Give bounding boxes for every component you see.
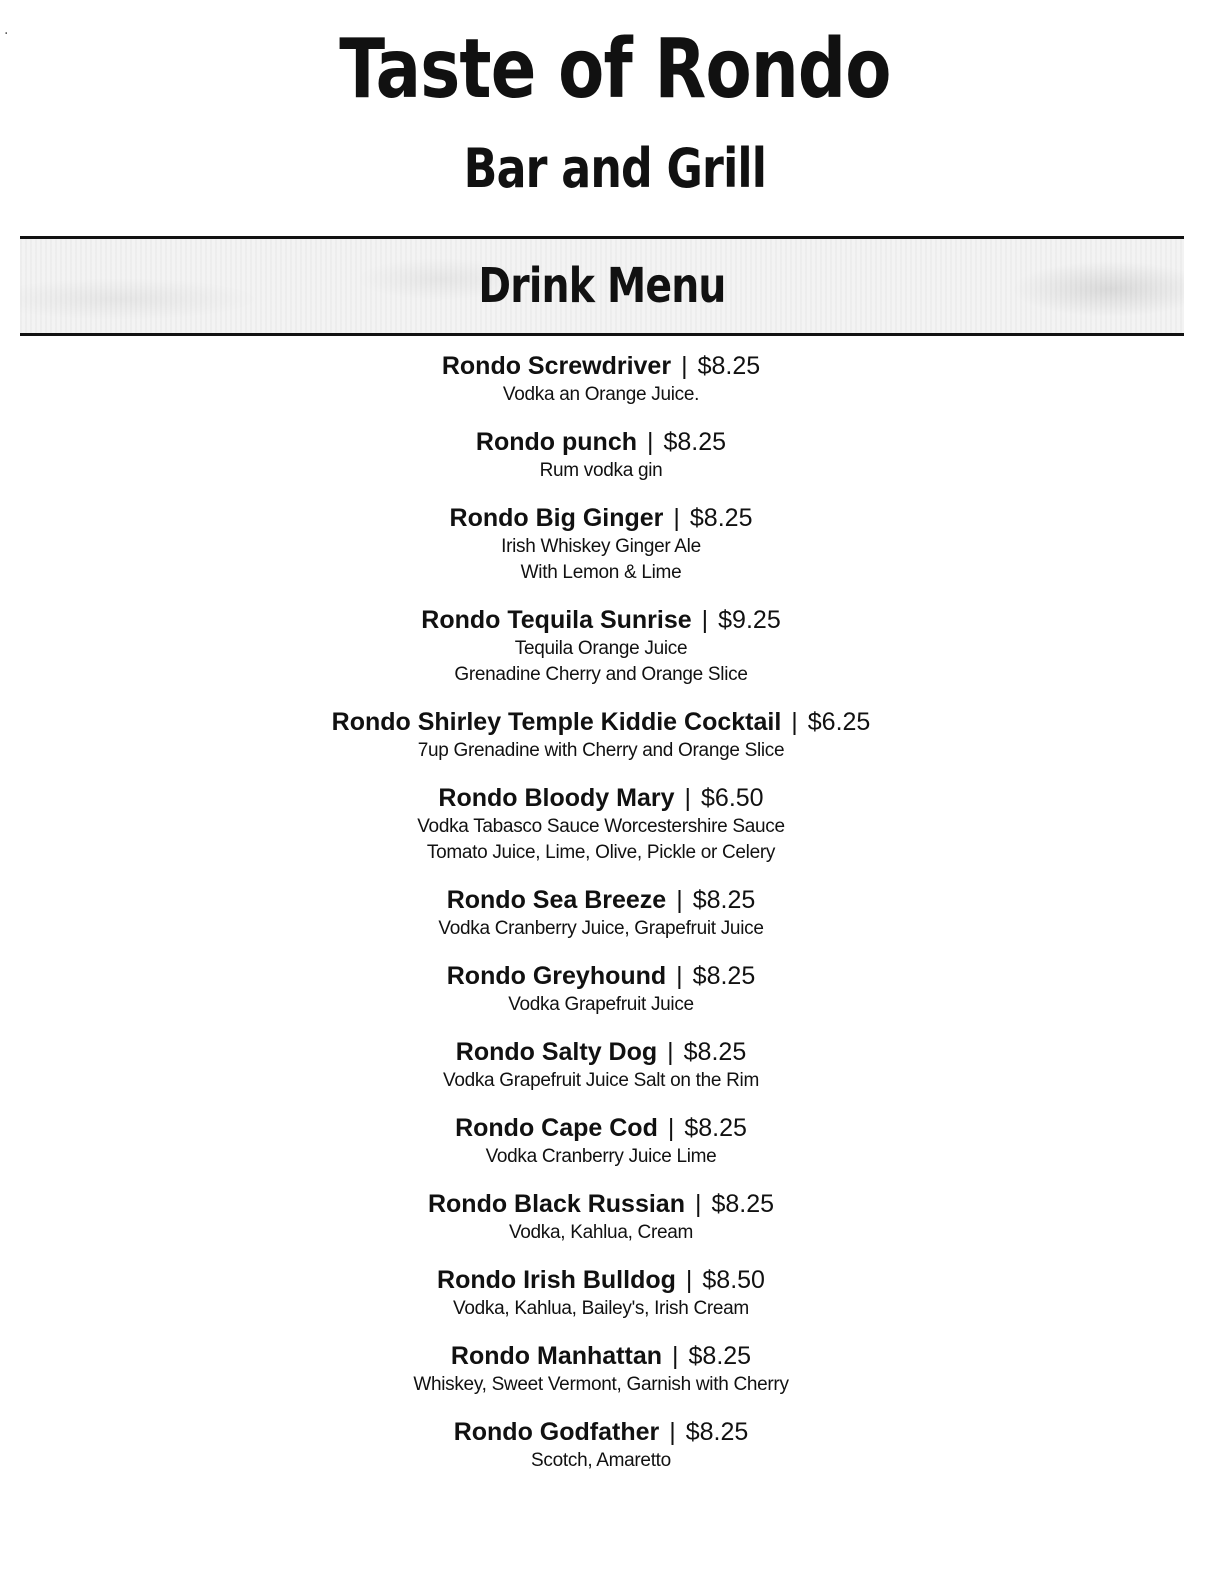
drink-price: $8.25 (697, 352, 761, 380)
drink-name: Rondo Bloody Mary (438, 784, 675, 812)
drink-heading (0, 782, 1202, 814)
price-separator: | (681, 352, 688, 380)
drink-description: Vodka, Kahlua, Cream (508, 1222, 694, 1243)
drink-name: Rondo Tequila Sunrise (421, 606, 692, 634)
drink-heading (0, 884, 1202, 916)
price-separator: | (684, 784, 692, 812)
drink-description: Irish Whiskey Ginger Ale (501, 536, 701, 557)
price-separator: | (667, 1038, 674, 1066)
drink-item (0, 960, 1202, 1018)
price-separator: | (673, 504, 680, 532)
drink-name: Rondo Greyhound (446, 962, 667, 990)
drink-list (0, 350, 1202, 1492)
drink-name: Rondo Black Russian (427, 1190, 685, 1218)
drink-item (0, 706, 1202, 764)
drink-heading (0, 350, 1202, 382)
drink-price: $8.25 (692, 886, 756, 914)
drink-heading (0, 1264, 1202, 1296)
drink-description: Tomato Juice, Lime, Olive, Pickle or Celery (426, 842, 776, 863)
drink-heading (0, 604, 1202, 636)
drink-name: Rondo Shirley Temple Kiddie Cocktail (331, 708, 782, 736)
price-separator: | (685, 1266, 693, 1294)
drink-price: $8.25 (711, 1190, 775, 1218)
drink-price: $8.25 (684, 1114, 747, 1142)
drink-price: $6.50 (701, 784, 764, 812)
drink-price: $8.25 (663, 428, 727, 456)
drink-item (0, 1112, 1202, 1170)
drink-description: Vodka Grapefruit Juice (508, 994, 694, 1015)
price-separator: | (667, 1114, 675, 1142)
price-separator: | (694, 1190, 702, 1218)
drink-price: $6.25 (807, 708, 871, 736)
drink-heading (0, 706, 1202, 738)
drink-price: $8.25 (692, 962, 756, 990)
drink-description: Vodka Tabasco Sauce Worcestershire Sauce (417, 816, 785, 837)
drink-description: Vodka Cranberry Juice, Grapefruit Juice (438, 918, 764, 939)
section-title: Drink Menu (478, 258, 726, 314)
drink-menu-banner (20, 236, 1184, 336)
drink-price: $8.25 (688, 1342, 752, 1370)
drink-price: $9.25 (718, 606, 781, 634)
drink-description: Tequila Orange Juice (514, 638, 688, 659)
drink-item (0, 884, 1202, 942)
drink-item (0, 1340, 1202, 1398)
drink-description: Scotch, Amaretto (531, 1450, 671, 1471)
drink-description: With Lemon & Lime (520, 562, 682, 583)
price-separator: | (647, 428, 654, 456)
restaurant-title: Taste of Rondo (339, 22, 891, 117)
drink-heading (0, 1416, 1202, 1448)
drink-heading (0, 960, 1202, 992)
drink-item (0, 1416, 1202, 1474)
drink-description: Vodka Cranberry Juice Lime (485, 1146, 717, 1167)
drink-item (0, 426, 1202, 484)
drink-name: Rondo Big Ginger (449, 504, 664, 532)
drink-item (0, 604, 1202, 688)
drink-heading (0, 1112, 1202, 1144)
drink-description: Rum vodka gin (539, 460, 663, 481)
price-separator: | (676, 962, 683, 990)
drink-description: Vodka an Orange Juice. (502, 384, 700, 405)
drink-description: Vodka Grapefruit Juice Salt on the Rim (443, 1070, 759, 1091)
restaurant-subtitle: Bar and Grill (463, 137, 767, 200)
drink-heading (0, 502, 1202, 534)
drink-item (0, 502, 1202, 586)
drink-description: Vodka, Kahlua, Bailey's, Irish Cream (453, 1298, 749, 1319)
drink-item (0, 350, 1202, 408)
drink-heading (0, 1036, 1202, 1068)
drink-name: Rondo Cape Cod (455, 1114, 658, 1142)
price-separator: | (676, 886, 683, 914)
drink-heading (0, 1340, 1202, 1372)
drink-item (0, 782, 1202, 866)
drink-heading (0, 1188, 1202, 1220)
scan-speck: · (4, 26, 9, 42)
price-separator: | (791, 708, 798, 736)
drink-name: Rondo Irish Bulldog (437, 1266, 676, 1294)
drink-item (0, 1264, 1202, 1322)
drink-description: 7up Grenadine with Cherry and Orange Slice (417, 740, 785, 761)
drink-name: Rondo Manhattan (450, 1342, 663, 1370)
drink-heading (0, 426, 1202, 458)
drink-price: $8.25 (685, 1418, 749, 1446)
drink-price: $8.50 (702, 1266, 765, 1294)
drink-name: Rondo Salty Dog (455, 1038, 658, 1066)
drink-name: Rondo Sea Breeze (446, 886, 667, 914)
drink-name: Rondo punch (475, 428, 637, 456)
drink-item (0, 1188, 1202, 1246)
drink-description: Whiskey, Sweet Vermont, Garnish with Cherry (413, 1374, 789, 1395)
drink-item (0, 1036, 1202, 1094)
price-separator: | (672, 1342, 679, 1370)
price-separator: | (669, 1418, 676, 1446)
drink-price: $8.25 (689, 504, 753, 532)
drink-price: $8.25 (683, 1038, 747, 1066)
price-separator: | (701, 606, 709, 634)
drink-name: Rondo Godfather (453, 1418, 660, 1446)
drink-description: Grenadine Cherry and Orange Slice (454, 664, 748, 685)
drink-name: Rondo Screwdriver (441, 352, 672, 380)
